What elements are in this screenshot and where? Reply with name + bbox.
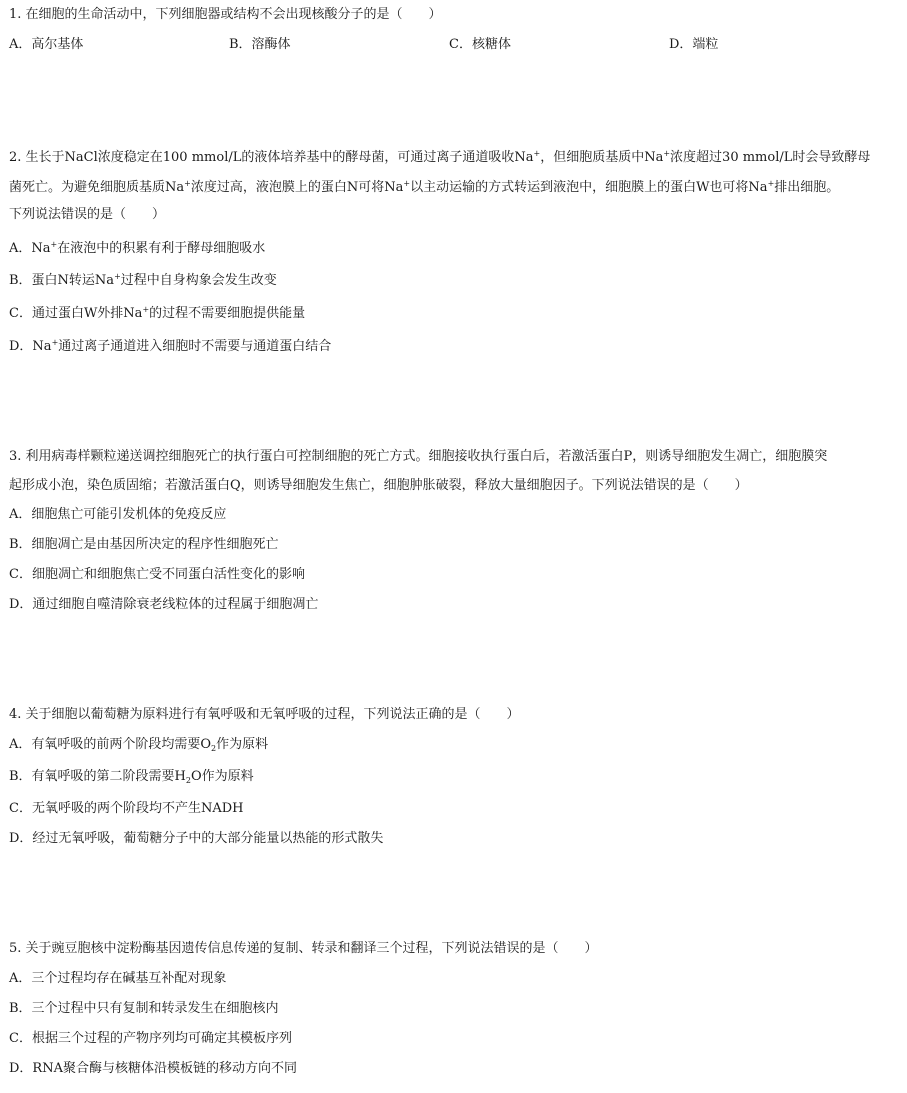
question-4-option-a: A．有氧呼吸的前两个阶段均需要$O_2$作为原料 <box>9 737 269 753</box>
question-2-stem-line-1: 2. 生长于NaCl浓度稳定在100 mmol/L的液体培养基中的酵母菌，可通过离子通道吸收Na+，但细胞质基质中Na+浓度超过30 mmol/L时会导致酵母 <box>9 149 871 165</box>
question-4-stem: 4. 关于细胞以葡萄糖为原料进行有氧呼吸和无氧呼吸的过程，下列说法正确的是（ ） <box>9 707 520 722</box>
question-5-option-d: D．RNA聚合酶与核糖体沿模板链的移动方向不同 <box>9 1061 297 1076</box>
question-4-option-b: B．有氧呼吸的第二阶段需要$H_2O$作为原料 <box>9 769 254 785</box>
question-3-stem-line-2: 起形成小泡，染色质固缩；若激活蛋白Q，则诱导细胞发生焦亡，细胞肿胀破裂，释放大量细胞因子。下列说法错误的是（ ） <box>9 478 748 493</box>
question-1-option-c: C．核糖体 <box>449 37 511 52</box>
question-2-option-b: B．蛋白N转运Na+过程中自身构象会发生改变 <box>9 272 277 288</box>
question-3-option-a: A．细胞焦亡可能引发机体的免疫反应 <box>9 507 227 522</box>
question-5-option-c: C．根据三个过程的产物序列均可确定其模板序列 <box>9 1031 292 1046</box>
question-5-option-a: A．三个过程均存在碱基互补配对现象 <box>9 971 227 986</box>
question-3-option-c: C．细胞凋亡和细胞焦亡受不同蛋白活性变化的影响 <box>9 567 305 582</box>
question-3-option-d: D．通过细胞自噬清除衰老线粒体的过程属于细胞凋亡 <box>9 597 319 612</box>
question-2-option-c: C．通过蛋白W外排Na+的过程不需要细胞提供能量 <box>9 305 306 321</box>
question-2-stem-line-3: 下列说法错误的是（ ） <box>9 207 166 222</box>
question-1-option-b: B．溶酶体 <box>229 37 291 52</box>
question-1-option-d: D．端粒 <box>669 37 719 52</box>
question-2-option-a: A．Na+在液泡中的积累有利于酵母细胞吸水 <box>9 240 266 256</box>
question-1-stem: 1. 在细胞的生命活动中，下列细胞器或结构不会出现核酸分子的是（ ） <box>9 7 442 22</box>
question-2-option-d: D．Na+通过离子通道进入细胞时不需要与通道蛋白结合 <box>9 338 332 354</box>
question-1-option-a: A．高尔基体 <box>9 37 84 52</box>
question-5-stem: 5. 关于豌豆胞核中淀粉酶基因遗传信息传递的复制、转录和翻译三个过程，下列说法错误的是（ ） <box>9 941 598 956</box>
question-4-option-d: D．经过无氧呼吸，葡萄糖分子中的大部分能量以热能的形式散失 <box>9 831 384 846</box>
question-3-stem-line-1: 3. 利用病毒样颗粒递送调控细胞死亡的执行蛋白可控制细胞的死亡方式。细胞接收执行蛋白后，若激活蛋白P，则诱导细胞发生凋亡，细胞膜突 <box>9 449 828 464</box>
question-2-stem-line-2: 菌死亡。为避免细胞质基质Na+浓度过高，液泡膜上的蛋白N可将Na+以主动运输的方式转运到液泡中，细胞膜上的蛋白W也可将Na+排出细胞。 <box>9 179 840 195</box>
question-4-option-c: C．无氧呼吸的两个阶段均不产生NADH <box>9 801 244 816</box>
question-3-option-b: B．细胞凋亡是由基因所决定的程序性细胞死亡 <box>9 537 279 552</box>
question-5-option-b: B．三个过程中只有复制和转录发生在细胞核内 <box>9 1001 279 1016</box>
